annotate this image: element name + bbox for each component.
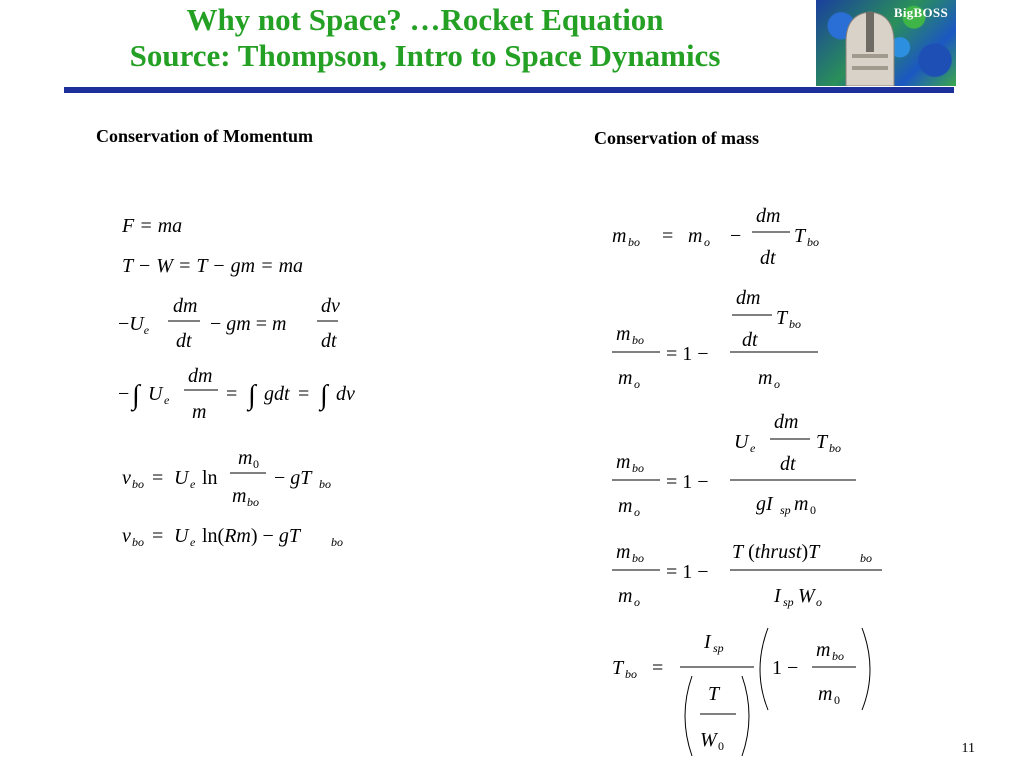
logo-text: BigBOSS [893,5,948,20]
svg-text:T: T [794,225,806,247]
svg-text:−: − [730,225,742,247]
svg-text:m: m [794,493,809,515]
page-number: 11 [961,741,975,756]
svg-text:dv: dv [336,383,355,405]
svg-text:e: e [190,477,196,491]
equation-velocity-mass-ratio [122,446,352,512]
title-line-2: Source: Thompson, Intro to Space Dynamics [129,38,721,73]
svg-text:m: m [232,485,247,507]
svg-text:∫: ∫ [132,380,140,411]
svg-text:−: − [118,383,130,405]
svg-text:m: m [618,495,633,517]
heading-conservation-of-momentum: Conservation of Momentum [96,126,313,146]
svg-text:m: m [192,401,207,423]
svg-text:bo: bo [132,477,144,491]
svg-text:T: T [776,307,788,329]
svg-text:U: U [148,383,163,405]
svg-text:m: m [688,225,703,247]
svg-text:= 1 −: = 1 − [666,343,709,365]
svg-text:=: = [152,467,164,489]
svg-text:bo: bo [628,235,640,249]
svg-text:gdt: gdt [264,383,290,405]
svg-text:ln: ln [202,467,218,489]
svg-text:−Ue: $-U_e$ [118,313,150,337]
svg-text:m: m [616,541,631,563]
svg-text:o: o [704,235,710,249]
svg-text:e: e [164,393,170,407]
heading-conservation-of-mass: Conservation of mass [594,128,759,148]
svg-text:T (thrust)T: T (thrust)T [732,541,820,563]
svg-text:o: o [774,377,780,391]
equation-integral-form [118,366,368,430]
svg-text:dm: dm [188,365,213,387]
svg-text:dt: dt [321,330,337,352]
equation-mass-ratio-rate [612,282,852,392]
svg-text:dt: dt [760,247,776,269]
slide-title [40,2,810,74]
svg-text:bo: bo [247,495,259,509]
svg-text:dt: dt [176,330,192,352]
svg-text:dm: dm [736,287,761,309]
svg-text:0: 0 [718,739,724,753]
svg-text:m: m [238,447,253,469]
svg-text:W: W [798,585,815,607]
title-rule [64,87,954,93]
svg-text:= 1 −: = 1 − [666,561,709,583]
svg-text:T: T [612,657,624,679]
observatory-dome-icon [838,8,902,86]
svg-text:I: I [704,631,711,653]
svg-text:m: m [616,451,631,473]
svg-text:dt: dt [780,453,796,475]
svg-text:bo: bo [829,441,841,455]
svg-text:=: = [226,383,238,405]
svg-text:T: T [708,683,720,705]
svg-text:e: e [750,441,756,455]
svg-text:dm: dm [173,295,198,317]
svg-text:∫: ∫ [320,380,328,411]
svg-text:dm: dm [756,205,781,227]
svg-text:m: m [758,367,773,389]
svg-text:m: m [618,585,633,607]
svg-text:bo: bo [632,551,644,565]
svg-text:bo: bo [807,235,819,249]
svg-text:=: = [652,657,664,679]
svg-text:m: m [616,323,631,345]
svg-text:bo: bo [632,333,644,347]
svg-text:W: W [700,729,717,751]
svg-text:0: 0 [834,693,840,707]
svg-text:sp: sp [783,595,794,609]
svg-text:U: U [174,467,189,489]
svg-text:I: I [774,585,781,607]
equation-momentum-derivative [118,292,358,356]
svg-text:sp: sp [713,641,724,655]
equation-burnout-time [612,624,882,760]
equation-velocity-rm [122,522,362,552]
svg-text:sp: sp [780,503,791,517]
svg-text:T: T [816,431,828,453]
equation-f-equals-ma: F = ma [122,215,183,237]
equation-mass-ratio-isp [612,404,872,524]
svg-text:m: m [618,367,633,389]
svg-text:bo: bo [331,535,343,549]
svg-text:e: e [190,535,196,549]
svg-text:m: m [816,639,831,661]
svg-text:= 1 −: = 1 − [666,471,709,493]
svg-text:m: m [612,225,627,247]
svg-text:o: o [634,377,640,391]
svg-text:1 −: 1 − [772,657,799,679]
svg-text:m: m [818,683,833,705]
svg-text:bo: bo [832,649,844,663]
svg-text:o: o [816,595,822,609]
equation-burnout-mass [612,200,852,270]
svg-text:bo: bo [319,477,331,491]
svg-text:dv: dv [321,295,340,317]
svg-text:U: U [734,431,749,453]
svg-text:bo: bo [860,551,872,565]
equation-mass-ratio-thrust [612,532,892,616]
equation-thrust-minus-weight: T − W = T − gm = ma [122,255,304,277]
svg-text:v: v [122,467,131,489]
svg-text:o: o [634,505,640,519]
svg-text:=: = [662,225,674,247]
svg-text:bo: bo [625,667,637,681]
svg-text:− gm = m: − gm = m [210,313,287,335]
svg-text:U: U [174,525,189,547]
svg-text:bo: bo [789,317,801,331]
svg-text:∫: ∫ [248,380,256,411]
svg-text:ln(Rm) − gT: ln(Rm) − gT [202,525,300,547]
svg-text:=: = [298,383,310,405]
svg-text:0: 0 [810,503,816,517]
title-line-1: Why not Space? …Rocket Equation [186,2,664,37]
svg-text:bo: bo [632,461,644,475]
svg-text:0: 0 [253,457,259,471]
bigboss-logo [816,0,956,86]
svg-text:− gT: − gT [274,467,312,489]
svg-text:gI: gI [756,493,773,515]
svg-text:bo: bo [132,535,144,549]
svg-text:o: o [634,595,640,609]
svg-text:dt: dt [742,329,758,351]
svg-text:=: = [152,525,164,547]
svg-text:v: v [122,525,131,547]
svg-text:dm: dm [774,411,799,433]
